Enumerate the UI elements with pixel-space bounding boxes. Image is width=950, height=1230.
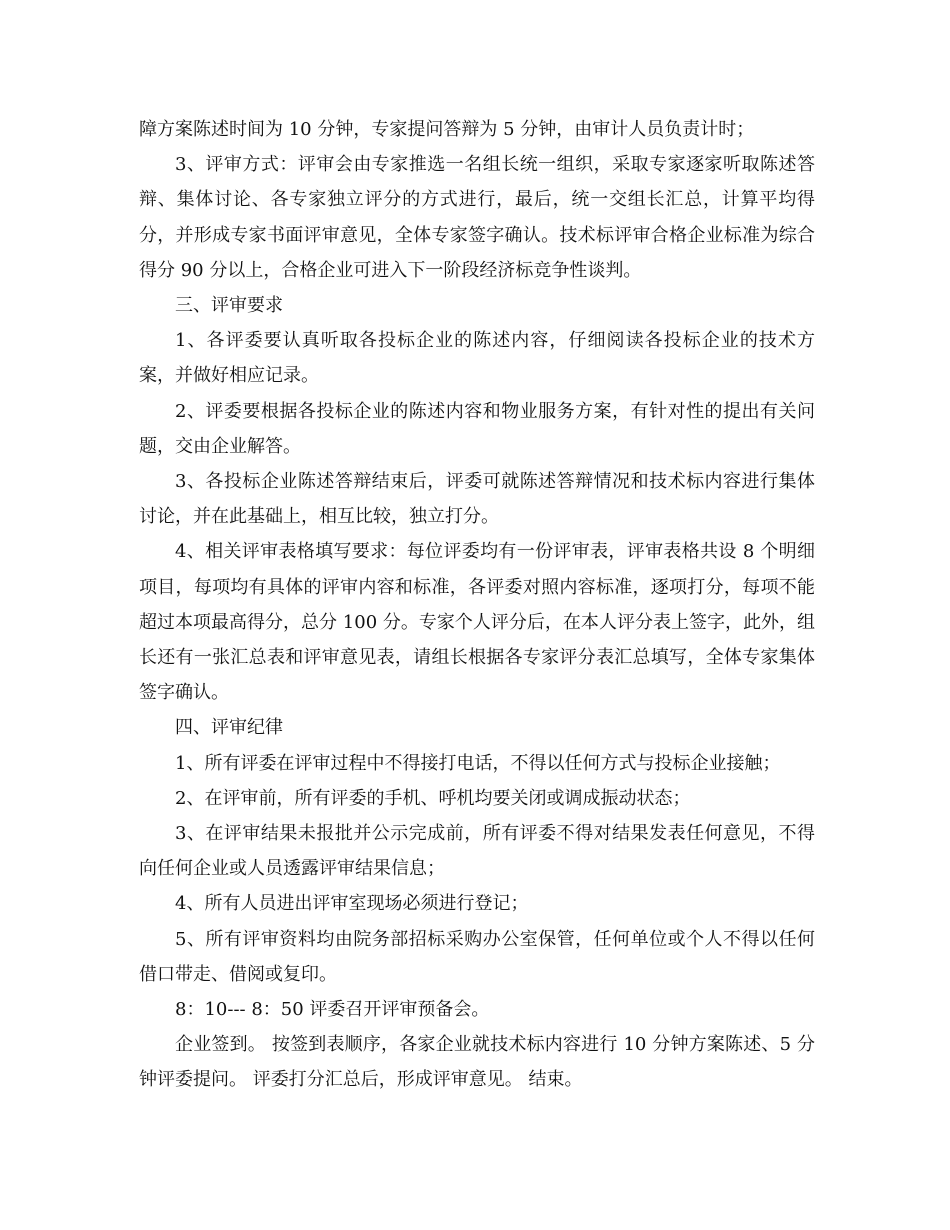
- paragraph-discipline-1: 1、所有评委在评审过程中不得接打电话，不得以任何方式与投标企业接触；: [175, 752, 781, 774]
- paragraph-requirement-1: 1、各评委要认真听取各投标企业的陈述内容，仔细阅读各投标企业的技术方案，并做好相应记录。: [139, 330, 815, 387]
- paragraph-discipline-5: 5、所有评审资料均由院务部招标采购办公室保管，任何单位或个人不得以任何借口带走、借阅或复印。: [139, 928, 815, 985]
- paragraph-schedule-time: 8：10--- 8：50 评委召开评审预备会。: [175, 999, 490, 1021]
- paragraph-discipline-2: 2、在评审前，所有评委的手机、呼机均要关闭或调成振动状态；: [175, 787, 691, 809]
- paragraph-discipline-3: 3、在评审结果未报批并公示完成前，所有评委不得对结果发表任何意见，不得向任何企业或人员透露评审结果信息；: [139, 823, 815, 880]
- paragraph-continuation: 障方案陈述时间为 10 分钟，专家提问答辩为 5 分钟，由审计人员负责计时；: [139, 119, 755, 140]
- paragraph-requirement-2: 2、评委要根据各投标企业的陈述内容和物业服务方案，有针对性的提出有关问题，交由企业解答。: [139, 400, 815, 457]
- paragraph-discipline-4: 4、所有人员进出评审室现场必须进行登记；: [175, 893, 529, 915]
- paragraph-requirement-4: 4、相关评审表格填写要求：每位评委均有一份评审表，评审表格共设 8 个明细项目，每项均有具体的评审内容和标准，各评委对照内容标准，逐项打分，每项不能超过本项最高得分，总分 100 分。专家个人评分后，在本人评分表上签字，此外，组长还有一张汇总表和评审意见表，请组长根据各专家评分表汇总填写，全体专家集体签字确认。: [139, 541, 815, 704]
- paragraph-schedule-steps: 企业签到。 按签到表顺序，各家企业就技术标内容进行 10 分钟方案陈述、5 分钟评委提问。 评委打分汇总后，形成评审意见。 结束。: [139, 1034, 815, 1091]
- paragraph-requirement-3: 3、各投标企业陈述答辩结束后，评委可就陈述答辩情况和技术标内容进行集体讨论，并在此基础上，相互比较，独立打分。: [139, 471, 815, 528]
- section-heading-requirements: 三、评审要求: [175, 295, 283, 317]
- document-body: [139, 112, 815, 1098]
- section-heading-discipline: 四、评审纪律: [175, 717, 283, 739]
- paragraph-review-method: 3、评审方式：评审会由专家推选一名组长统一组织，采取专家逐家听取陈述答辩、集体讨论、各专家独立评分的方式进行，最后，统一交组长汇总，计算平均得分，并形成专家书面评审意见，全体专家签字确认。技术标评审合格企业标准为综合得分 90 分以上，合格企业可进入下一阶段经济标竞争性谈判。: [139, 154, 815, 281]
